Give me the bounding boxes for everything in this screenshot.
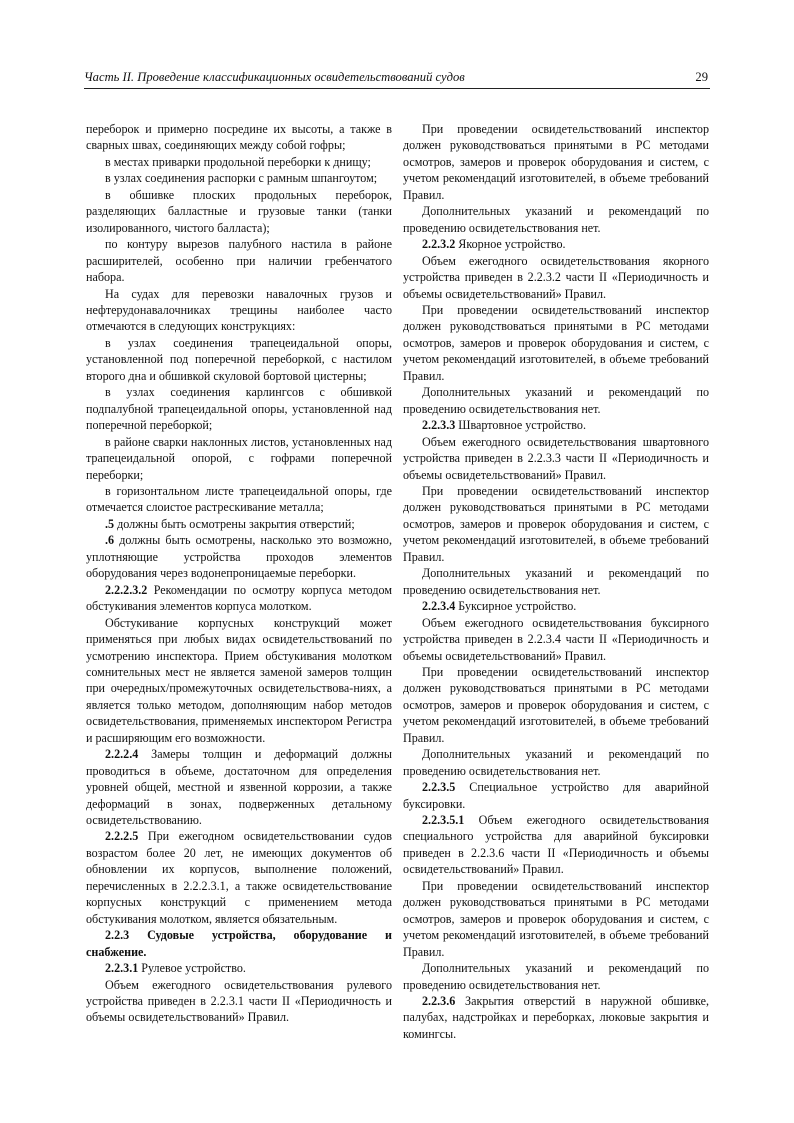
paragraph: Объем ежегодного освидетельствования швартовного устройства приведен в 2.2.3.3 части II «Периодичность и объемы освидетельствований» Правил. [403,434,709,482]
paragraph: в горизонтальном листе трапецеидальной опоры, где отмечается слоистое растрескивание металла; [86,483,392,515]
page-number: 29 [695,70,708,84]
section-number: 2.2.3.5.1 [422,813,465,828]
paragraph: по контуру вырезов палубного настила в районе расширителей, особенно при наличии гребенчатого набора. [86,237,392,285]
section-number: 2.2.3.3 [422,418,456,433]
paragraph: При проведении освидетельствований инспектор должен руководствоваться принятыми в РС методами осмотров, замеров и проверок оборудования и систем, с учетом рекомендаций изготовителей, в объеме требований Правил. [403,302,709,383]
paragraph: в местах приварки продольной переборки к днищу; [105,154,371,169]
paragraph: Дополнительных указаний и рекомендаций по проведению освидетельствования нет. [403,385,709,416]
paragraph: При проведении освидетельствований инспектор должен руководствоваться принятыми в РС методами осмотров, замеров и проверок оборудования и систем, с учетом рекомендаций изготовителей, в объеме требований Правил. [403,878,709,959]
paragraph: На судах для перевозки навалочных грузов и нефтерудонавалочниках трещины наиболее часто отмечаются в следующих конструкциях: [86,286,392,334]
section-number: 2.2.2.5 [105,829,139,844]
section-paragraph: 2.2.2.4 Замеры толщин и деформаций должны проводиться в объеме, достаточном для определения уровней общей, местной и язвенной коррозии, а также деформаций в зонах, подверженных детальному освидетельствованию. [86,747,392,828]
list-item: .5 должны быть осмотрены закрытия отверстий; [105,516,355,531]
section-paragraph: 2.2.3.6 Закрытия отверстий в наружной обшивке, палубах, надстройках и переборках, люковые закрытия и комингсы. [403,994,709,1041]
paragraph: Объем ежегодного освидетельствования якорного устройства приведен в 2.2.3.2 части II «Периодичность и объемы освидетельствований» Правил. [403,253,709,301]
section-paragraph: 2.2.3.3 Швартовное устройство. [422,418,587,433]
left-column [86,121,392,1026]
paragraph: При проведении освидетельствований инспектор должен руководствоваться принятыми в РС методами осмотров, замеров и проверок оборудования и систем, с учетом рекомендаций изготовителей, в объеме требований Правил. [403,664,709,745]
section-paragraph: 2.2.2.3.2 Рекомендации по осмотру корпуса методом обстукивания элементов корпуса молотком. [86,582,392,614]
section-number: 2.2.3.1 [105,961,139,976]
section-paragraph: 2.2.3.1 Рулевое устройство. [105,961,246,976]
paragraph: в узлах соединения карлингсов с обшивкой подпалубной трапецеидальной опоры, установленной над поперечной переборкой; [86,385,392,433]
section-number: 2.2.3.2 [422,237,456,252]
paragraph: Обстукивание корпусных конструкций может применяться при любых видах освидетельствований по усмотрению инспектора. Прием обстукивания молотком сомнительных мест не является заменой замеров толщин при очередных/промежуточных освидетельствова-ниях, а является только методом, дополняющим набор методов освидетельствования, применяемых инспектором Регистра и расширяющим его возможности. [86,615,392,745]
item-number: .6 [105,533,115,548]
section-paragraph: 2.2.2.5 При ежегодном освидетельствовании судов возрастом более 20 лет, не имеющих документов об обновлении их корпусов, выполнение положений, перечисленных в 2.2.2.3.1, а также освидетельствование корпусных конструкций с применением метода обстукивания молотком, является обязательным. [86,829,392,926]
paragraph: Дополнительных указаний и рекомендаций по проведению освидетельствования нет. [403,961,709,992]
section-paragraph: 2.2.3.5.1 Объем ежегодного освидетельствования специального устройства для аварийной буксировки приведен в 2.2.3.6 части II «Периодичность и объемы освидетельствований» Правил. [403,813,710,877]
paragraph: Дополнительных указаний и рекомендаций по проведению освидетельствования нет. [403,204,709,235]
list-item: .6 должны быть осмотрены, насколько это возможно, уплотняющие устройства проходов элементов оборудования через водонепроницаемые переборки. [86,533,392,581]
section-number: 2.2.3.6 [422,994,456,1009]
section-number: 2.2.2.3.2 [105,582,148,597]
section-paragraph: 2.2.3.4 Буксирное устройство. [422,599,577,614]
section-paragraph: 2.2.3.5 Специальное устройство для аварийной буксировки. [403,780,709,811]
paragraph: При проведении освидетельствований инспектор должен руководствоваться принятыми в РС методами осмотров, замеров и проверок оборудования и систем, с учетом рекомендаций изготовителей, в объеме требований Правил. [403,122,709,202]
paragraph: в районе сварки наклонных листов, установленных над трапецеидальной опорой, с гофрами поперечной переборки; [86,434,392,482]
paragraph: в обшивке плоских продольных переборок, разделяющих балластные и грузовые танки (танки изолированного, чистого балласта); [86,187,392,235]
paragraph: Дополнительных указаний и рекомендаций по проведению освидетельствования нет. [403,566,709,597]
section-number: 2.2.3.4 [422,599,456,614]
paragraph: в узлах соединения трапецеидальной опоры, установленной под поперечной переборкой, с настилом второго дна и обшивкой скуловой бортовой цистерны; [86,335,392,383]
paragraph: Объем ежегодного освидетельствования рулевого устройства приведен в 2.2.3.1 части II «Периодичность и объемы освидетельствований» Правил. [86,977,392,1025]
paragraph: Объем ежегодного освидетельствования буксирного устройства приведен в 2.2.3.4 части II «Периодичность и объемы освидетельствований» Правил. [403,615,709,663]
section-number: 2.2.2.4 [105,747,139,762]
paragraph: переборок и примерно посредине их высоты, а также в сварных швах, соединяющих между собой гофры; [86,122,392,153]
section-heading: 2.2.3 Судовые устройства, оборудование и снабжение. [86,928,392,959]
right-column [403,121,709,1042]
paragraph: Дополнительных указаний и рекомендаций по проведению освидетельствования нет. [403,747,709,778]
item-number: .5 [105,516,115,531]
running-header [84,68,710,89]
paragraph: При проведении освидетельствований инспектор должен руководствоваться принятыми в РС методами осмотров, замеров и проверок оборудования и систем, с учетом рекомендаций изготовителей, в объеме требований Правил. [403,483,709,564]
section-paragraph: 2.2.3.2 Якорное устройство. [422,237,566,252]
paragraph: в узлах соединения распорки с рамным шпангоутом; [105,171,378,186]
section-number: 2.2.3.5 [422,780,456,795]
header-title: Часть II. Проведение классификационных освидетельствований судов [84,70,465,84]
